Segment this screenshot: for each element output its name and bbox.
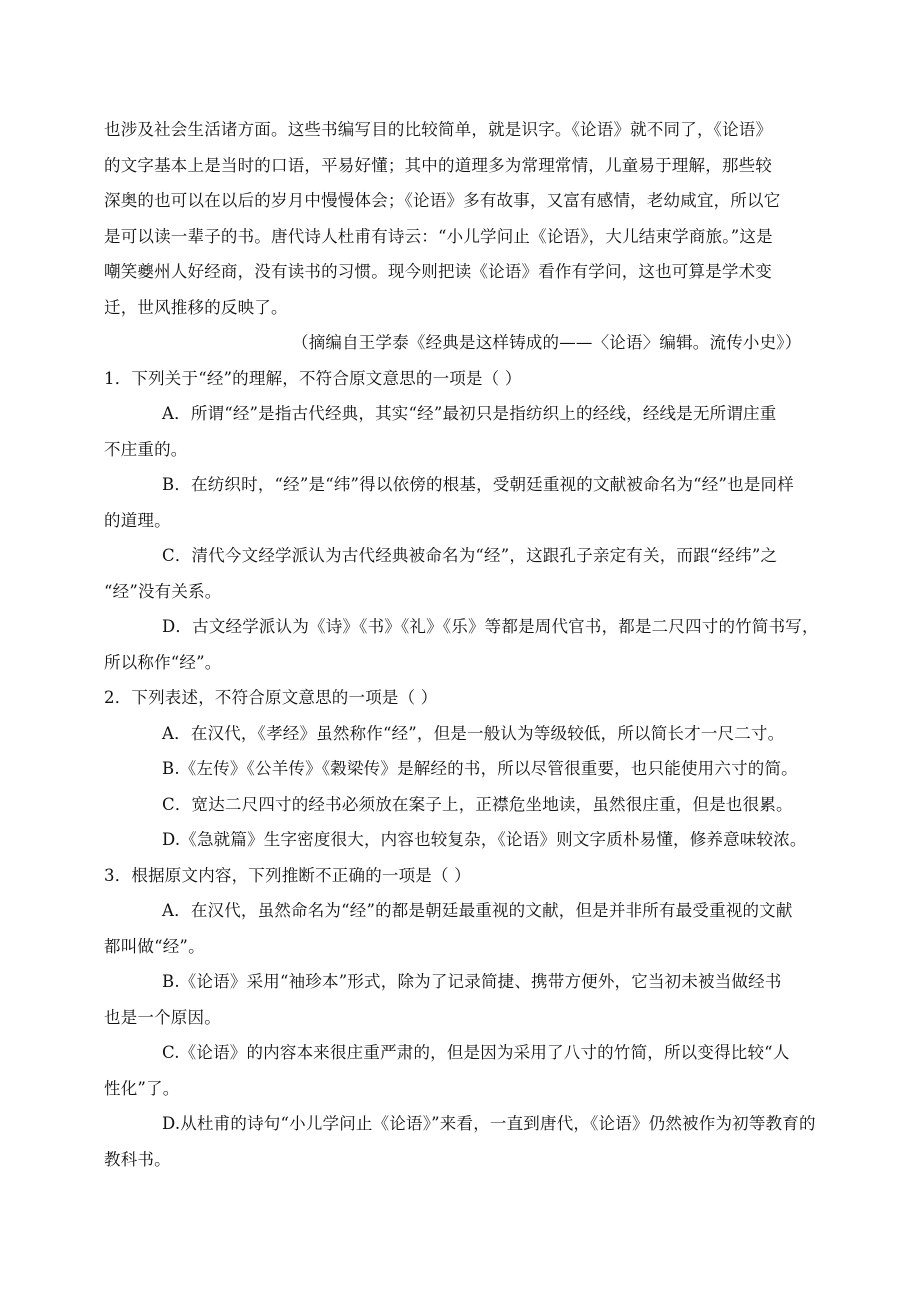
option-d: D．古文经学派认为《诗》《书》《礼》《乐》等都是周代官书，都是二尺四寸的竹简书写， — [162, 617, 819, 636]
option-c-cont: 性化”了。 — [104, 1078, 180, 1098]
option-c: C．宽达二尺四寸的经书必须放在案子上，正襟危坐地读，虽然很庄重，但是也很累。 — [162, 794, 793, 814]
option-a: A．在汉代，《孝经》虽然称作“经”，但是一般认为等级较低，所以简长才一尺二寸。 — [162, 723, 785, 743]
option-b: B.《左传》《公羊传》《穀梁传》是解经的书，所以尽管很重要，也只能使用六寸的简。 — [162, 759, 798, 778]
option-a-cont: 不庄重的。 — [104, 439, 188, 459]
option-c-cont: “经”没有关系。 — [104, 581, 222, 601]
passage-line: 深奥的也可以在以后的岁月中慢慢体会；《论语》多有故事，又富有感情，老幼咸宜，所以它 — [104, 191, 781, 210]
question-1 — [104, 361, 819, 681]
option-d: D.《急就篇》生字密度很大，内容也较复杂，《论语》则文字质朴易懂，修养意味较浓。 — [162, 830, 807, 849]
option-b: B．在纺织时，“经”是“纬”得以依傍的根基，受朝廷重视的文献被命名为“经”也是同样 — [162, 475, 794, 494]
question-stem: 3．根据原文内容，下列推断不正确的一项是（ ） — [104, 865, 471, 885]
option-b-cont: 的道理。 — [104, 510, 171, 530]
option-b-cont: 也是一个原因。 — [104, 1007, 221, 1027]
passage-line: 也涉及社会生活诸方面。这些书编写目的比较简单，就是识字。《论语》就不同了，《论语》 — [104, 120, 773, 139]
source-citation: （摘编自王学泰《经典是这样铸成的——〈论语〉编辑。流传小史》） — [292, 333, 802, 352]
question-stem: 2．下列表述，不符合原文意思的一项是（ ） — [104, 688, 438, 707]
option-c: C．清代今文经学派认为古代经典被命名为“经”，这跟孔子亲定有关，而跟“经纬”之 — [162, 546, 778, 565]
option-d-cont: 所以称作“经”。 — [104, 652, 222, 672]
passage-line: 的文字基本上是当时的口语，平易好懂；其中的道理多为常理常情，儿童易于理解，那些较 — [104, 155, 772, 175]
option-c: C.《论语》的内容本来很庄重严肃的，但是因为采用了八寸的竹简，所以变得比较“人 — [162, 1043, 790, 1062]
passage-tail — [104, 112, 804, 325]
option-a-cont: 都叫做“经”。 — [104, 936, 205, 956]
option-a: A．所谓“经”是指古代经典，其实“经”最初只是指纺织上的经线，经线是无所谓庄重 — [162, 404, 777, 423]
document-page — [104, 112, 819, 1177]
option-b: B.《论语》采用“袖珍本”形式，除为了记录简捷、携带方便外，它当初未被当做经书 — [162, 972, 782, 991]
passage-line: 嘲笑夔州人好经商，没有读书的习惯。现今则把读《论语》看作有学问，这也可算是学术变 — [104, 262, 772, 281]
passage-line: 是可以读一辈子的书。唐代诗人杜甫有诗云：“小儿学问止《论语》，大儿结束学商旅。”这是 — [104, 226, 773, 246]
question-3 — [104, 858, 816, 1178]
passage-line: 迁，世风推移的反映了。 — [104, 297, 288, 317]
question-stem: 1．下列关于“经”的理解，不符合原文意思的一项是（ ） — [104, 368, 522, 388]
option-d-cont: 教科书。 — [104, 1149, 171, 1169]
question-2 — [104, 680, 807, 858]
option-d: D.从杜甫的诗句“小儿学问止《论语》”来看，一直到唐代，《论语》仍然被作为初等教育的 — [162, 1114, 816, 1133]
option-a: A．在汉代，虽然命名为“经”的都是朝廷最重视的文献，但是并非所有最受重视的文献 — [162, 901, 793, 920]
